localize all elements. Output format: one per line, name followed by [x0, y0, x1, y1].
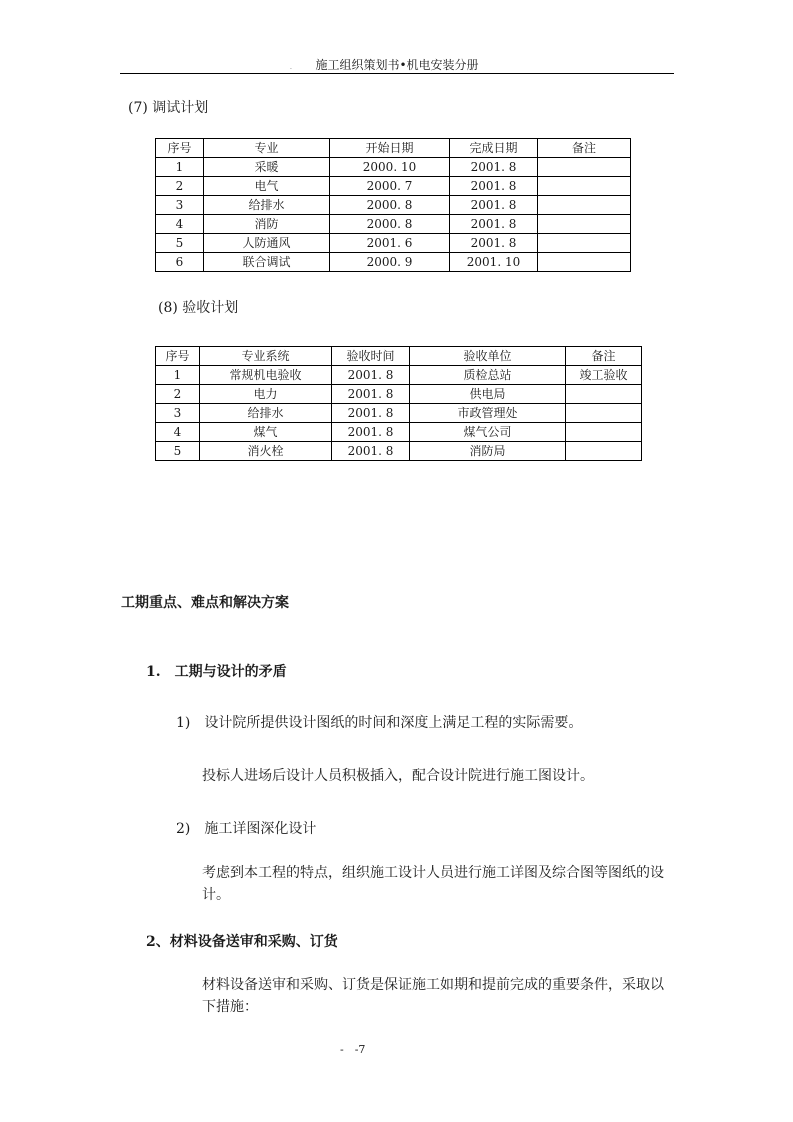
table-cell [538, 196, 631, 215]
table-row [156, 366, 642, 385]
table-cell: 常规机电验收 [200, 366, 332, 385]
table-cell [538, 234, 631, 253]
table-row [156, 158, 631, 177]
table-cell: 质检总站 [410, 366, 566, 385]
table-cell [566, 442, 642, 461]
page-header-title: 施工组织策划书•机电安装分册 [315, 58, 479, 72]
table-cell: 3 [156, 196, 204, 215]
table-cell: 2001. 6 [330, 234, 450, 253]
item1-sub1-text: 投标人进场后设计人员积极插入，配合设计院进行施工图设计。 [202, 768, 594, 784]
table-cell: 2001. 8 [332, 385, 410, 404]
table-cell [538, 177, 631, 196]
table-cell: 2000. 8 [330, 215, 450, 234]
table-cell [538, 158, 631, 177]
table-cell: 2000. 9 [330, 253, 450, 272]
table-row [156, 442, 642, 461]
table-cell: 消防 [204, 215, 330, 234]
table-cell: 煤气 [200, 423, 332, 442]
table-cell: 给排水 [204, 196, 330, 215]
item1-sub1-title: 1) 设计院所提供设计图纸的时间和深度上满足工程的实际需要。 [176, 715, 583, 731]
table-cell: 4 [156, 423, 200, 442]
table-cell: 给排水 [200, 404, 332, 423]
table-cell: 2000. 10 [330, 158, 450, 177]
table-cell: 供电局 [410, 385, 566, 404]
table-cell: 2001. 8 [450, 158, 538, 177]
item1-sub2-text: 考虑到本工程的特点，组织施工设计人员进行施工详图及综合图等图纸的设计。 [202, 865, 664, 903]
table-cell: 消火栓 [200, 442, 332, 461]
table-cell [538, 215, 631, 234]
header-rule [120, 73, 674, 74]
table-cell: 2001. 10 [450, 253, 538, 272]
acceptance-plan-table [155, 346, 642, 461]
table-cell: 2000. 7 [330, 177, 450, 196]
table-header-cell: 开始日期 [330, 139, 450, 158]
table-cell: 2 [156, 177, 204, 196]
table-header-row [156, 139, 631, 158]
table-cell: 5 [156, 442, 200, 461]
table-row [156, 385, 642, 404]
table-cell: 2 [156, 385, 200, 404]
table-cell: 电气 [204, 177, 330, 196]
debug-plan-table [155, 138, 631, 272]
item1-sub2-title: 2) 施工详图深化设计 [176, 821, 317, 837]
table-cell: 采暖 [204, 158, 330, 177]
table-row [156, 423, 642, 442]
table-row [156, 196, 631, 215]
page-number: - -7 [340, 1043, 366, 1056]
table-header-cell: 专业系统 [200, 347, 332, 366]
table-cell [566, 423, 642, 442]
table-cell: 2000. 8 [330, 196, 450, 215]
table-row [156, 215, 631, 234]
table-cell: 竣工验收 [566, 366, 642, 385]
table-cell: 2001. 8 [450, 196, 538, 215]
table-cell: 煤气公司 [410, 423, 566, 442]
header-dot: . [290, 64, 292, 71]
item2-text: 材料设备送审和采购、订货是保证施工如期和提前完成的重要条件，采取以下措施： [202, 977, 664, 1015]
acceptance-plan-heading: (8) 验收计划 [158, 300, 239, 316]
table-cell: 3 [156, 404, 200, 423]
table-header-cell: 备注 [566, 347, 642, 366]
table-header-row [156, 347, 642, 366]
table-cell: 2001. 8 [450, 234, 538, 253]
table-cell: 1 [156, 366, 200, 385]
table-cell: 2001. 8 [332, 404, 410, 423]
table-header-cell: 序号 [156, 347, 200, 366]
item2-title: 2、材料设备送审和采购、订货 [146, 934, 338, 950]
item1-title: 1. 工期与设计的矛盾 [146, 664, 287, 680]
table-header-cell: 验收时间 [332, 347, 410, 366]
table-cell: 6 [156, 253, 204, 272]
debug-plan-heading: (7) 调试计划 [128, 100, 209, 116]
table-header-cell: 完成日期 [450, 139, 538, 158]
table-cell: 2001. 8 [450, 177, 538, 196]
table-cell [566, 385, 642, 404]
table-header-cell: 备注 [538, 139, 631, 158]
table-cell: 2001. 8 [332, 423, 410, 442]
table-cell: 4 [156, 215, 204, 234]
table-cell: 消防局 [410, 442, 566, 461]
section-title: 工期重点、难点和解决方案 [121, 595, 289, 611]
table-row [156, 234, 631, 253]
table-cell: 1 [156, 158, 204, 177]
table-cell: 5 [156, 234, 204, 253]
table-cell: 2001. 8 [450, 215, 538, 234]
table-cell: 电力 [200, 385, 332, 404]
table-header-cell: 专业 [204, 139, 330, 158]
table-row [156, 253, 631, 272]
table-row [156, 177, 631, 196]
table-cell [566, 404, 642, 423]
table-cell: 人防通风 [204, 234, 330, 253]
table-cell: 2001. 8 [332, 366, 410, 385]
table-cell [538, 253, 631, 272]
table-cell: 2001. 8 [332, 442, 410, 461]
table-cell: 市政管理处 [410, 404, 566, 423]
table-header-cell: 验收单位 [410, 347, 566, 366]
table-header-cell: 序号 [156, 139, 204, 158]
table-row [156, 404, 642, 423]
table-cell: 联合调试 [204, 253, 330, 272]
